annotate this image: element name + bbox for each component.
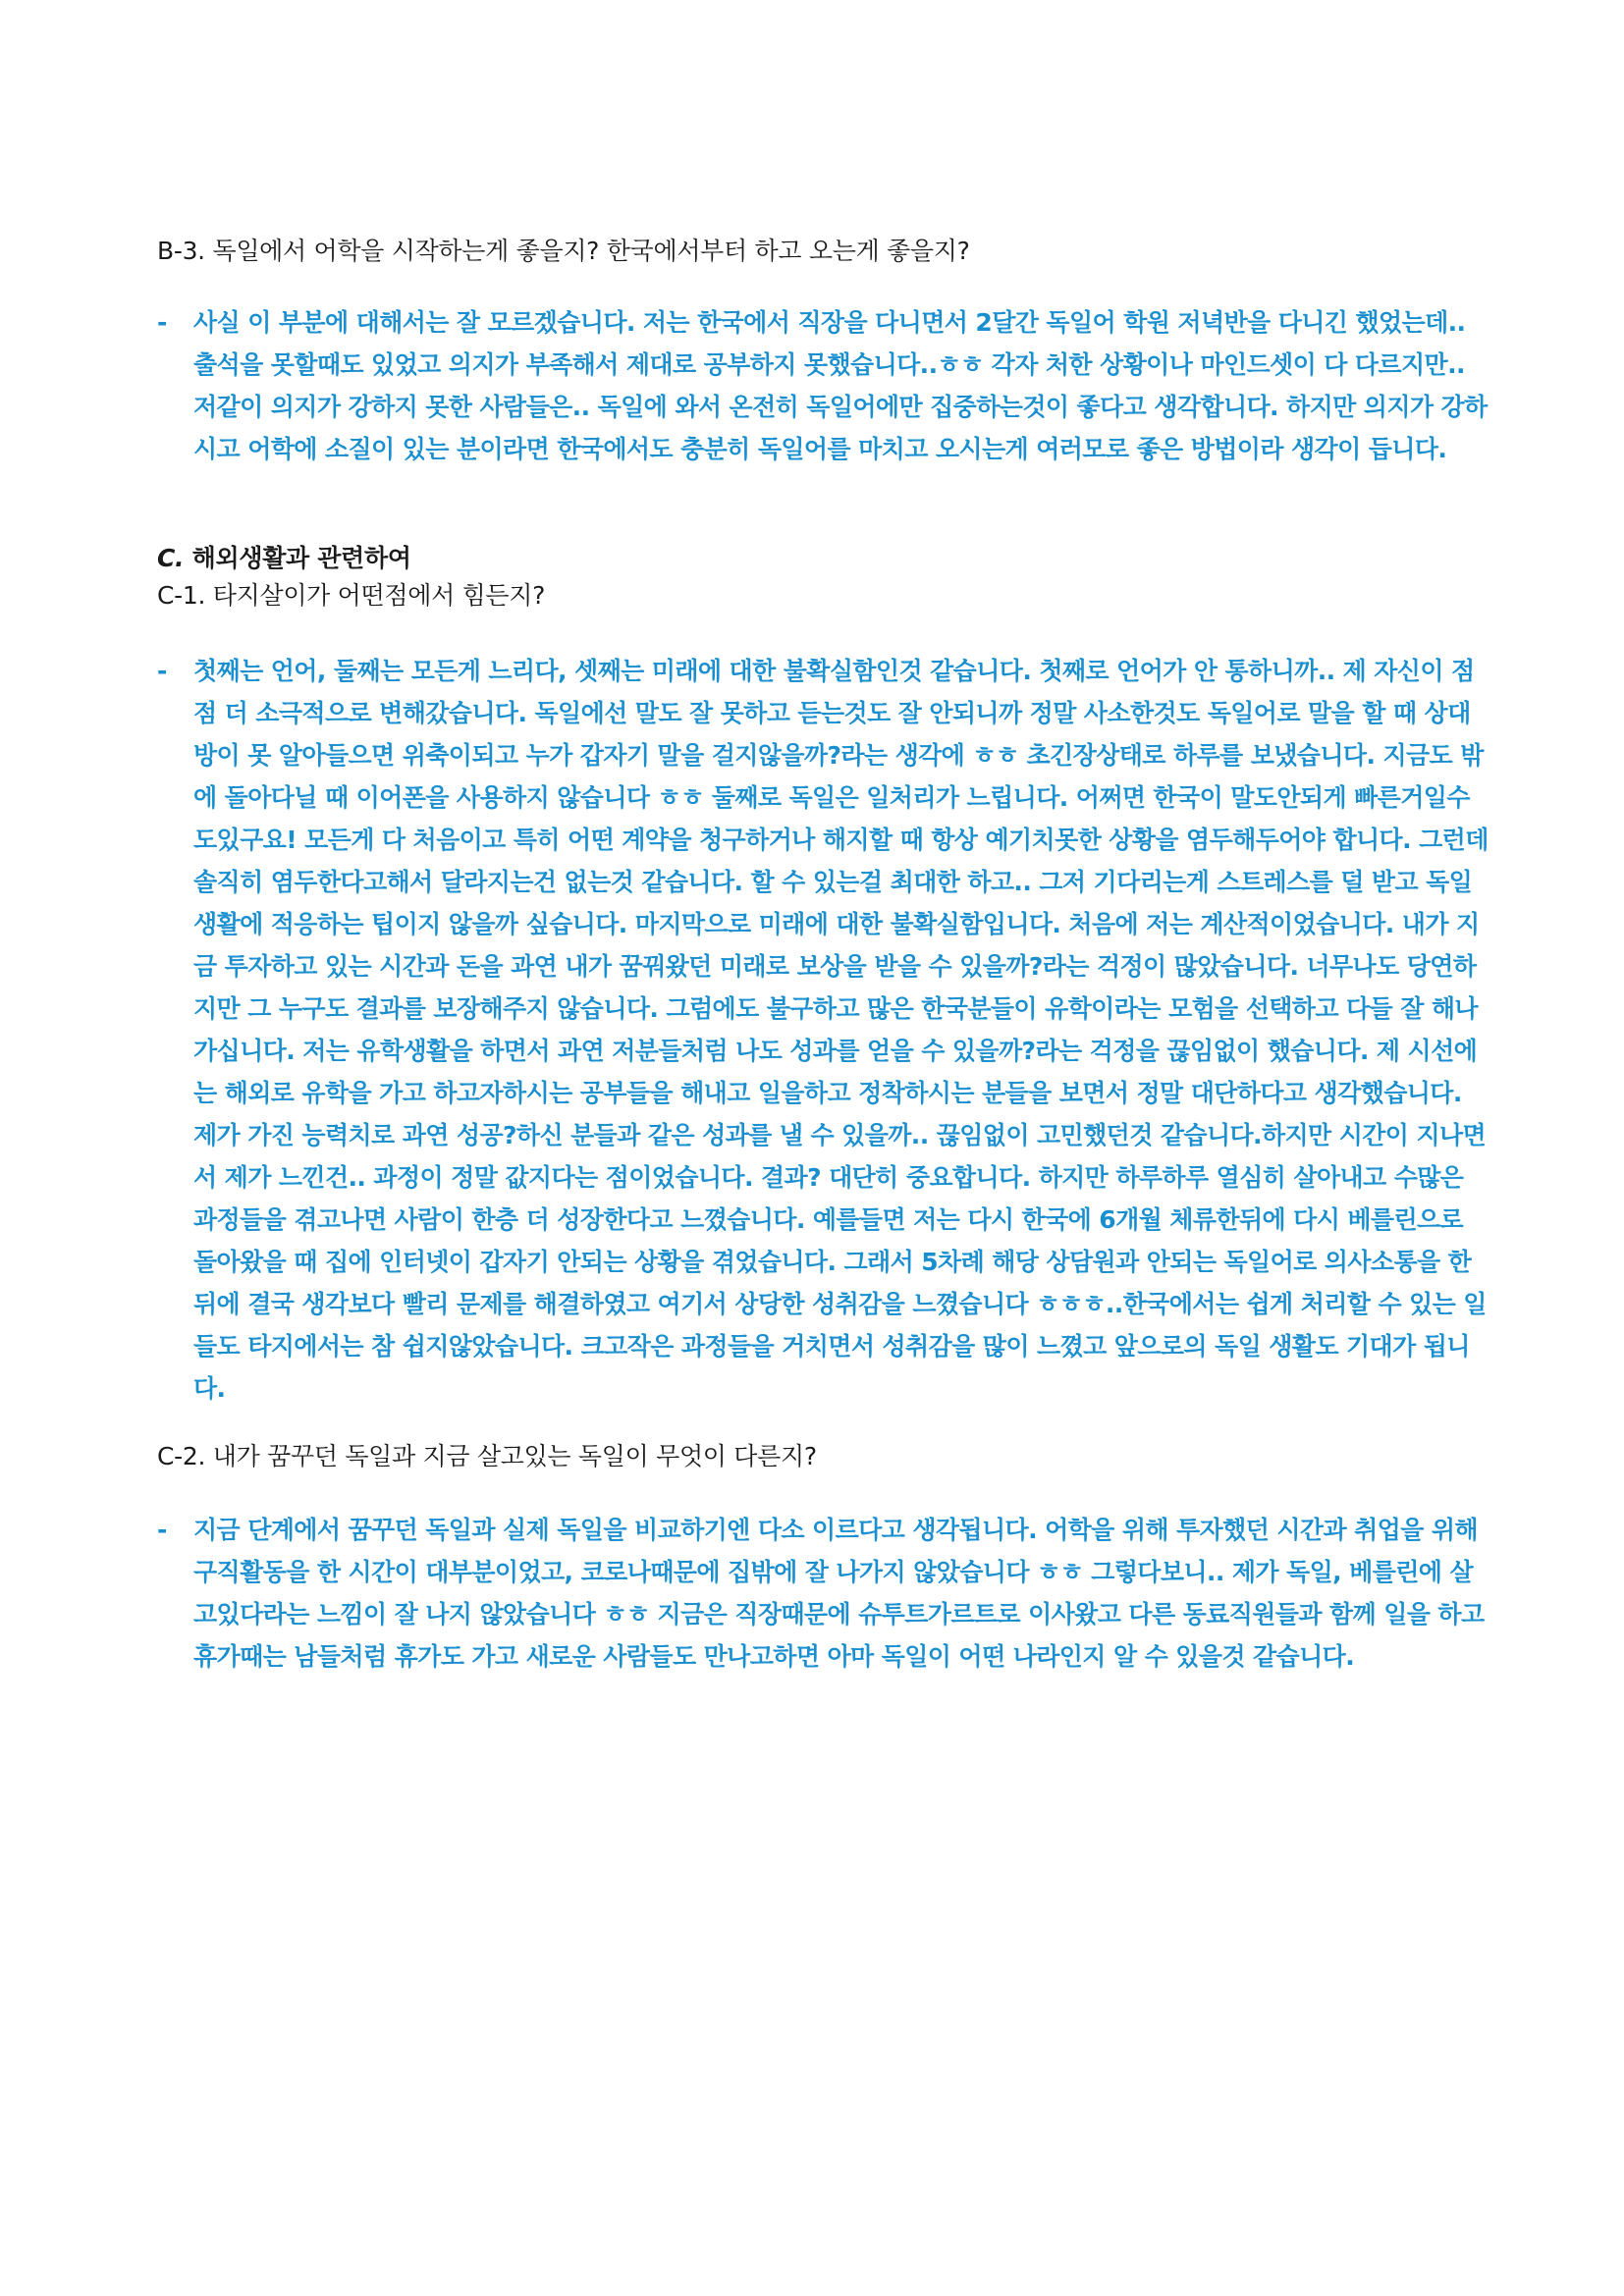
section-c-title: 해외생활과 관련하여 xyxy=(191,544,411,572)
question-c1: C-1. 타지살이가 어떤점에서 힘든지? xyxy=(157,581,546,610)
document-content xyxy=(157,232,1492,1678)
spacer xyxy=(157,615,1492,650)
answer-c1-text: 첫째는 언어, 둘째는 모든게 느리다, 셋째는 미래에 대한 불확실함인것 같습니다. 첫째로 언어가 안 통하니까.. 제 자신이 점점 더 소극적으로 변해갔습니다. 독일에선 말도 잘 못하고 듣는것도 잘 안되니까 정말 사소한것도 독일어로 말을 할 때 상대방이 못 알아들으면 위축이되고 누가 갑자기 말을 걸지않을까?라는 생각에 ㅎㅎ 초긴장상태로 하루를 보냈습니다. 지금도 밖에 돌아다닐 때 이어폰을 사용하지 않습니다 ㅎㅎ 둘째로 독일은 일처리가 느립니다. 어쩌면 한국이 말도안되게 빠른거일수도있구요! 모든게 다 처음이고 특히 어떤 계약을 청구하거나 해지할 때 항상 예기치못한 상황을 염두해두어야 합니다. 그런데 솔직히 염두한다고해서 달라지는건 없는것 같습니다. 할 수 있는걸 최대한 하고.. 그저 기다리는게 스트레스를 덜 받고 독일생활에 적응하는 팁이지 않을까 싶습니다. 마지막으로 미래에 대한 불확실함입니다. 처음에 저는 계산적이었습니다. 내가 지금 투자하고 있는 시간과 돈을 과연 내가 꿈꿔왔던 미래로 보상을 받을 수 있을까?라는 걱정이 많았습니다. 너무나도 당연하지만 그 누구도 결과를 보장해주지 않습니다. 그럼에도 불구하고 많은 한국분들이 유학이라는 모험을 선택하고 다들 잘 해나가십니다. 저는 유학생활을 하면서 과연 저분들처럼 나도 성과를 얻을 수 있을까?라는 걱정을 끊임없이 했습니다. 제 시선에는 해외로 유학을 가고 하고자하시는 공부들을 해내고 일을하고 정착하시는 분들을 보면서 정말 대단하다고 생각했습니다. 제가 가진 능력치로 과연 성공?하신 분들과 같은 성과를 낼 수 있을까.. 끊임없이 고민했던것 같습니다.하지만 시간이 지나면서 제가 느낀건.. 과정이 정말 값지다는 점이었습니다. 결과? 대단히 중요합니다. 하지만 하루하루 열심히 살아내고 수많은 과정들을 겪고나면 사람이 한층 더 성장한다고 느꼈습니다. 예를들면 저는 다시 한국에 6개월 체류한뒤에 다시 베를린으로 돌아왔을 때 집에 인터넷이 갑자기 안되는 상황을 겪었습니다. 그래서 5차례 해당 상담원과 안되는 독일어로 의사소통을 한뒤에 결국 생각보다 빨리 문제를 해결하였고 여기서 상당한 성취감을 느꼈습니다 ㅎㅎㅎ..한국에서는 쉽게 처리할 수 있는 일들도 타지에서는 참 쉽지않았습니다. 크고작은 과정들을 거치면서 성취감을 많이 느꼈고 앞으로의 독일 생활도 기대가 됩니다. xyxy=(193,657,1489,1403)
spacer xyxy=(157,470,1492,541)
question-c2: C-2. 내가 꿈꾸던 독일과 지금 살고있는 독일이 무엇이 다른지? xyxy=(157,1442,817,1470)
spacer xyxy=(157,271,1492,301)
bullet-dash: - xyxy=(157,308,167,337)
question-b3: B-3. 독일에서 어학을 시작하는게 좋을지? 한국에서부터 하고 오는게 좋을지? xyxy=(157,237,970,265)
section-c-letter: C. xyxy=(157,544,185,572)
bullet-dash: - xyxy=(157,657,167,685)
answer-b3 xyxy=(157,301,1492,470)
answer-c2 xyxy=(157,1509,1492,1678)
answer-c1 xyxy=(157,650,1492,1410)
answer-b3-text: 사실 이 부분에 대해서는 잘 모르겠습니다. 저는 한국에서 직장을 다니면서 2달간 독일어 학원 저녁반을 다니긴 했었는데.. 출석을 못할때도 있었고 의지가 부족해서 제대로 공부하지 못했습니다..ㅎㅎ 각자 처한 상황이나 마인드셋이 다 다르지만.. 저같이 의지가 강하지 못한 사람들은.. 독일에 와서 온전히 독일어에만 집중하는것이 좋다고 생각합니다. 하지만 의지가 강하시고 어학에 소질이 있는 분이라면 한국에서도 충분히 독일어를 마치고 오시는게 여러모로 좋은 방법이라 생각이 듭니다. xyxy=(193,308,1488,463)
answer-c2-text: 지금 단계에서 꿈꾸던 독일과 실제 독일을 비교하기엔 다소 이르다고 생각됩니다. 어학을 위해 투자했던 시간과 취업을 위해 구직활동을 한 시간이 대부분이었고, 코로나때문에 집밖에 잘 나가지 않았습니다 ㅎㅎ 그렇다보니.. 제가 독일, 베를린에 살고있다라는 느낌이 잘 나지 않았습니다 ㅎㅎ 지금은 직장때문에 슈투트가르트로 이사왔고 다른 동료직원들과 함께 일을 하고 휴가때는 남들처럼 휴가도 가고 새로운 사람들도 만나고하면 아마 독일이 어떤 나라인지 알 수 있을것 같습니다. xyxy=(193,1516,1485,1671)
spacer xyxy=(157,1410,1492,1437)
section-c-heading xyxy=(157,541,1492,576)
spacer xyxy=(157,1476,1492,1509)
bullet-dash: - xyxy=(157,1516,167,1544)
